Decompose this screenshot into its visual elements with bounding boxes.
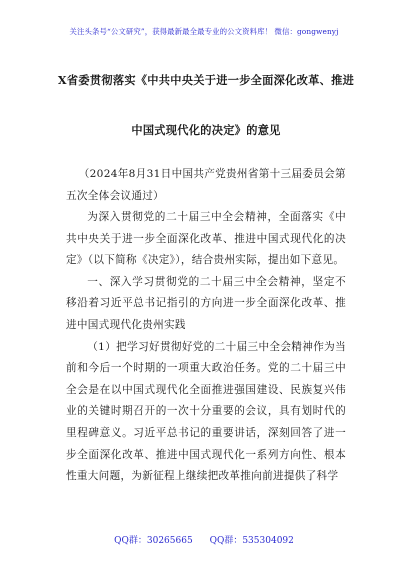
paragraph-intro: 为深入贯彻党的二十届三中全会精神，全面落实《中共中央关于进一步全面深化改革、推进中国式现代化的决定》（以下简称《决定》），结合贵州实际，提出如下意见。 (66, 211, 346, 267)
paragraph-section-one-heading: 一、深入学习贯彻党的二十届三中全会精神，坚定不移沿着习近平总书记指引的方向进一步全面深化改革、推进中国式现代化贵州实践 (66, 275, 346, 331)
header-promo-note: 关注头条号“公文研究”，获得最新最全最专业的公文资料库！ 微信：gongwenyj (69, 27, 339, 36)
document-title-line-2: 中国式现代化的决定》的意见 (131, 123, 281, 137)
paragraph-item-one: （1）把学习好贯彻好党的二十届三中全会精神作为当前和今后一个时期的一项重大政治任务。党的二十届三中全会是在以中国式现代化全面推进强国建设、民族复兴伟业的关键时期召开的一次十分重要的会议，具有划时代的里程碑意义。习近平总书记的重要讲话，深刻回答了进一步全面深化改革、推进中国式现代化一系列方向性、根本性重大问题，为新征程上继续把改革推向前进提供了科学 (66, 340, 346, 483)
footer-qq-group-1: QQ群：30265665 (114, 536, 193, 546)
adoption-note: （2024年8月31日中国共产党贵州省第十三届委员会第五次全体会议通过） (66, 168, 346, 202)
footer-qq-groups (0, 533, 408, 546)
footer-qq-group-2: QQ群：535304092 (209, 536, 294, 546)
document-body (66, 207, 346, 488)
document-title-line-1: X省委贯彻落实《中共中央关于进一步全面深化改革、推进 (57, 73, 355, 87)
